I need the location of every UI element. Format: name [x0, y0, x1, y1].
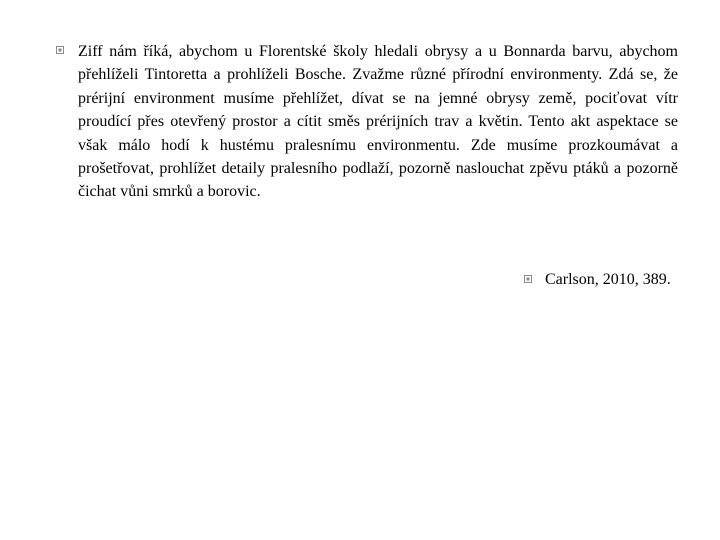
quote-bullet-item: [56, 40, 678, 204]
citation-text: Carlson, 2010, 389.: [545, 271, 671, 288]
square-bullet-icon: [524, 275, 532, 283]
quote-text: Ziff nám říká, abychom u Florentské školy hledali obrysy a u Bonnarda barvu, abychom přehlíželi Tintoretta a prohlíželi Bosche. Zvažme různé přírodní environmenty. Zdá se, že prérijní environment musíme přehlížet, dívat se na jemné obrysy země, pociťovat vítr proudící přes otevřený prostor a cítit směs prérijních trav a květin. Tento akt aspektace se však málo hodí k hustému pralesnímu environmentu. Zde musíme prozkoumávat a prošetřovat, prohlížet detaily pralesního podlaží, pozorně naslouchat zpěvu ptáků a pozorně čichat vůni smrků a borovic.: [78, 43, 678, 201]
citation-bullet-item: [524, 269, 704, 291]
square-bullet-icon: [56, 46, 64, 54]
